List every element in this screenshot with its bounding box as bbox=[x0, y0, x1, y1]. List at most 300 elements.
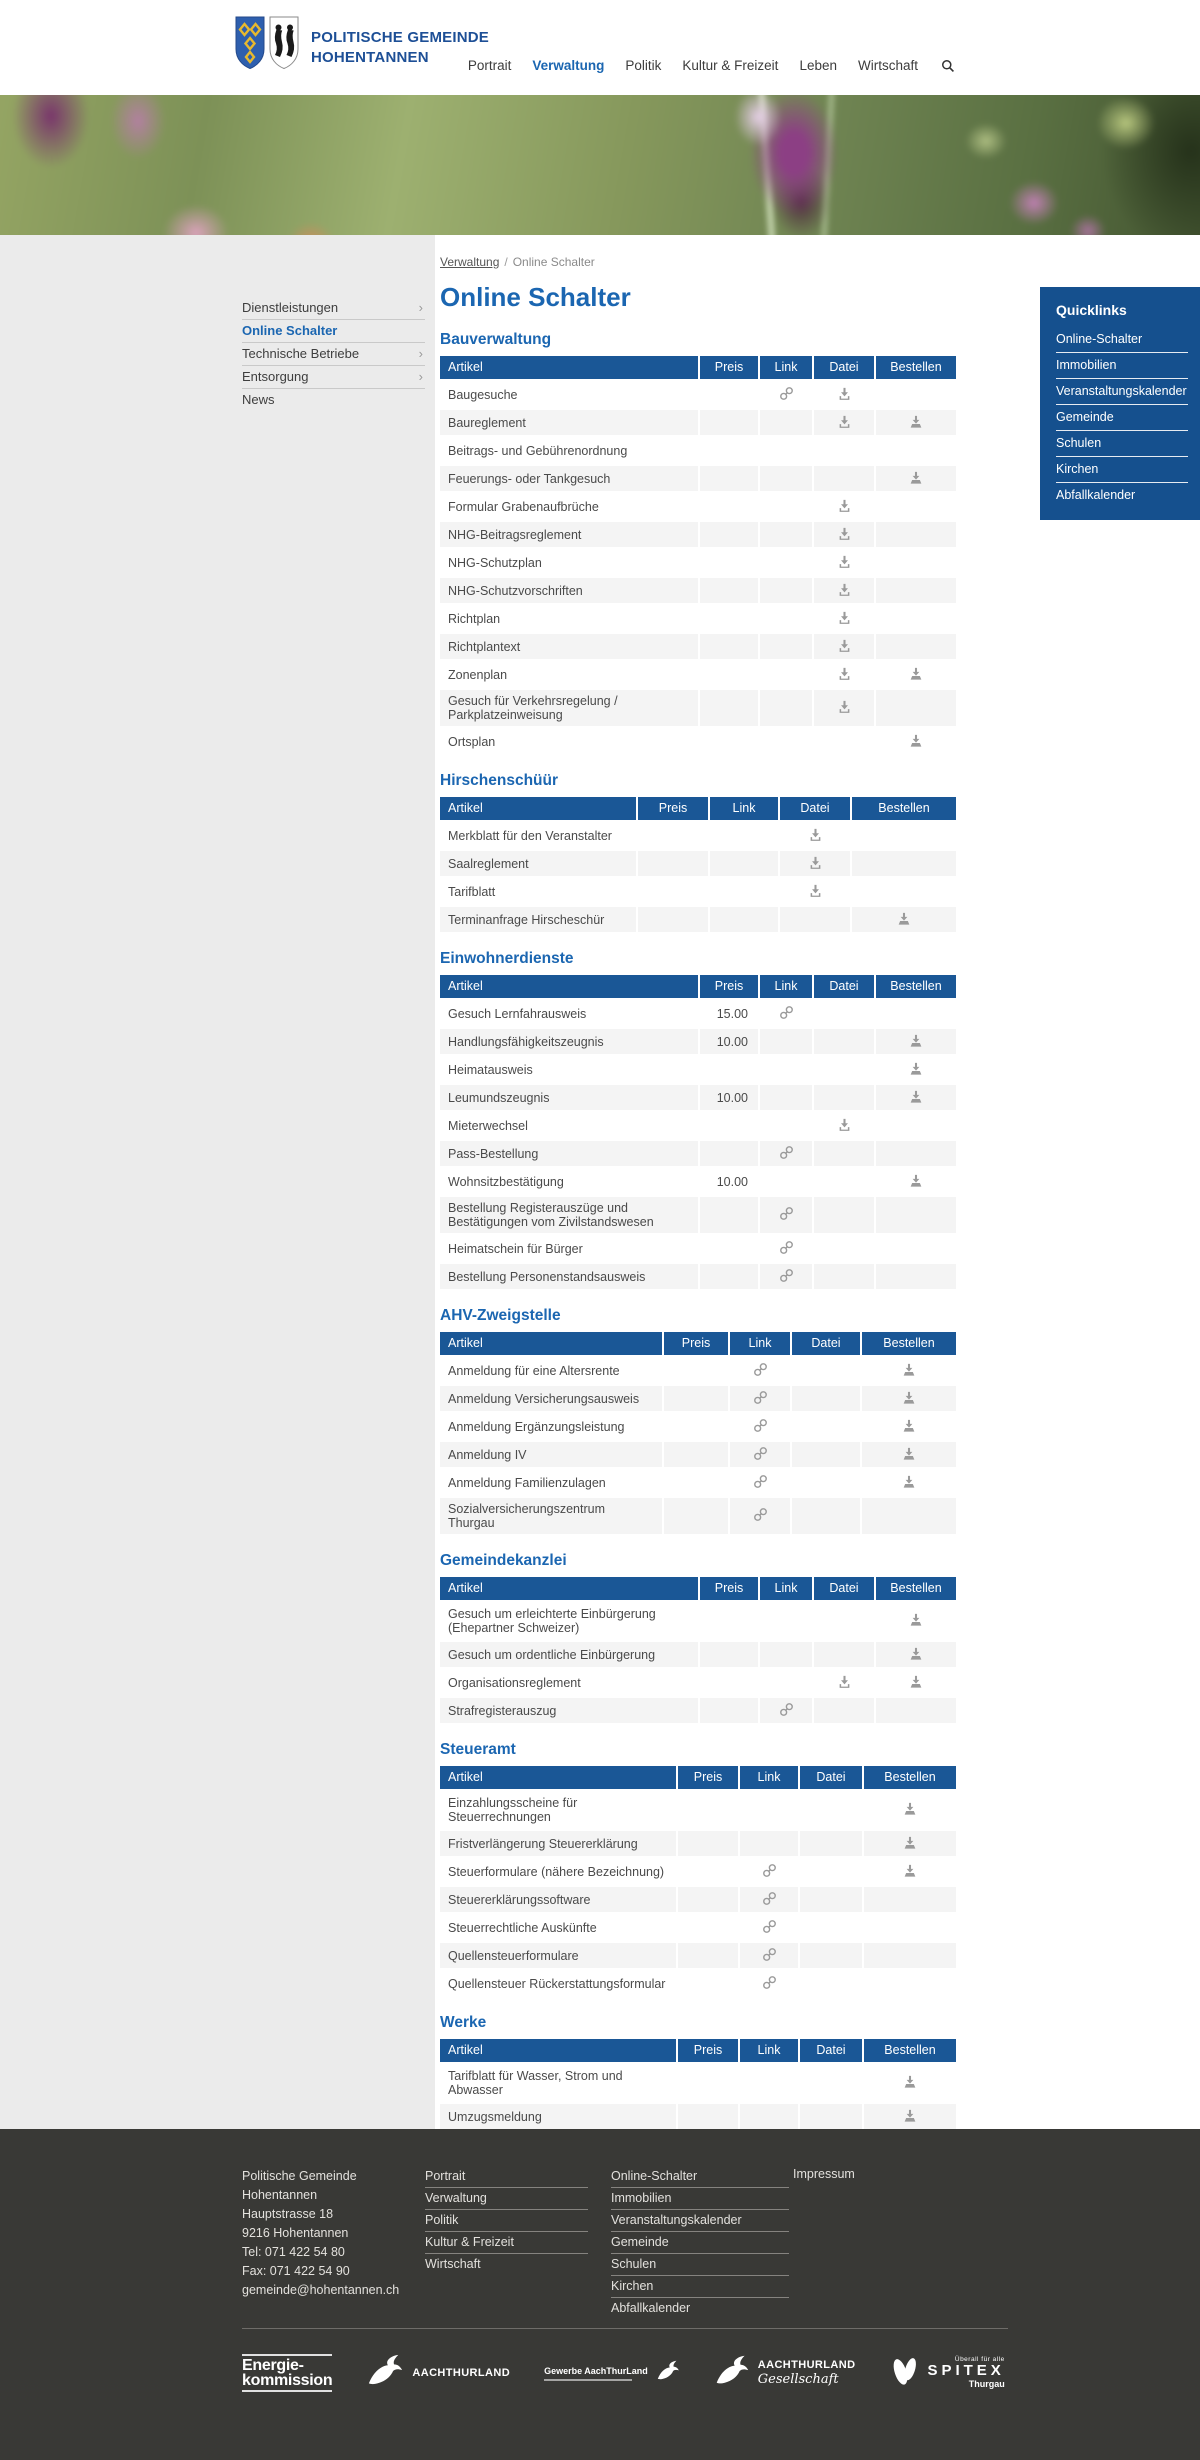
footer-impressum-link[interactable]: Impressum bbox=[793, 2167, 855, 2181]
link-cell bbox=[739, 1791, 799, 1830]
table-row bbox=[440, 850, 956, 878]
datei-cell bbox=[791, 1497, 861, 1535]
link-cell bbox=[729, 1413, 791, 1441]
preis-cell bbox=[677, 1830, 739, 1858]
link-cell bbox=[759, 1000, 813, 1028]
file-download-icon[interactable] bbox=[837, 498, 852, 513]
chain-link-icon[interactable] bbox=[753, 1474, 768, 1489]
artikel-cell: Richtplantext bbox=[440, 633, 699, 661]
datei-cell bbox=[779, 906, 851, 933]
preis-cell bbox=[699, 633, 759, 661]
breadcrumb-separator: / bbox=[504, 255, 508, 269]
footer-link-politik[interactable]: Politik bbox=[425, 2211, 588, 2232]
preis-cell bbox=[677, 2103, 739, 2130]
chain-link-icon[interactable] bbox=[753, 1418, 768, 1433]
link-cell bbox=[709, 906, 779, 933]
sidebar-item-news[interactable] bbox=[242, 389, 425, 411]
datei-cell bbox=[791, 1357, 861, 1385]
order-download-icon[interactable] bbox=[902, 2108, 918, 2123]
bestellen-cell bbox=[861, 1357, 956, 1385]
quicklink-kirchen[interactable]: Kirchen bbox=[1056, 457, 1188, 483]
link-cell bbox=[739, 1858, 799, 1886]
file-download-icon[interactable] bbox=[808, 827, 823, 842]
preis-cell: 15.00 bbox=[699, 1000, 759, 1028]
search-icon[interactable] bbox=[941, 59, 955, 73]
preis-cell bbox=[663, 1413, 729, 1441]
preis-cell bbox=[637, 850, 709, 878]
bestellen-cell bbox=[875, 605, 956, 633]
datei-cell bbox=[813, 493, 875, 521]
table-row bbox=[440, 822, 956, 850]
bestellen-cell bbox=[863, 1886, 956, 1914]
file-download-icon[interactable] bbox=[837, 554, 852, 569]
file-download-icon[interactable] bbox=[837, 666, 852, 681]
chain-link-icon[interactable] bbox=[753, 1362, 768, 1377]
footer-divider bbox=[242, 2328, 1008, 2329]
nav-item-wirtschaft[interactable]: Wirtschaft bbox=[857, 58, 918, 73]
chain-link-icon[interactable] bbox=[762, 1863, 777, 1878]
artikel-cell: Beitrags- und Gebührenordnung bbox=[440, 437, 699, 465]
sidebar-item-dienstleistungen[interactable] bbox=[242, 297, 425, 320]
footer-link-abfallkalender[interactable]: Abfallkalender bbox=[611, 2301, 691, 2315]
order-download-icon[interactable] bbox=[901, 1418, 917, 1433]
footer-address-line: gemeinde@hohentannen.ch bbox=[242, 2283, 400, 2297]
table-row bbox=[440, 1196, 956, 1235]
table-row bbox=[440, 1056, 956, 1084]
bestellen-cell bbox=[875, 1196, 956, 1235]
table-row bbox=[440, 689, 956, 728]
chain-link-icon[interactable] bbox=[779, 1240, 794, 1255]
bestellen-cell bbox=[875, 1697, 956, 1724]
column-header-link: Link bbox=[729, 1332, 791, 1357]
datei-cell bbox=[799, 1970, 863, 1997]
footer-link-online-schalter[interactable]: Online-Schalter bbox=[611, 2167, 789, 2188]
link-cell bbox=[759, 1084, 813, 1112]
file-download-icon[interactable] bbox=[837, 582, 852, 597]
file-download-icon[interactable] bbox=[837, 1117, 852, 1132]
table-row bbox=[440, 2064, 956, 2103]
chain-link-icon[interactable] bbox=[779, 1268, 794, 1283]
link-cell bbox=[759, 605, 813, 633]
order-download-icon[interactable] bbox=[908, 1674, 924, 1689]
bestellen-cell bbox=[875, 521, 956, 549]
table-row bbox=[440, 1441, 956, 1469]
artikel-cell: Organisationsreglement bbox=[440, 1669, 699, 1697]
footer-address-line: Hohentannen bbox=[242, 2188, 318, 2202]
preis-cell bbox=[699, 1235, 759, 1263]
chain-link-icon[interactable] bbox=[779, 1206, 794, 1221]
bestellen-cell bbox=[851, 822, 956, 850]
chain-link-icon[interactable] bbox=[779, 386, 794, 401]
artikel-cell: NHG-Schutzvorschriften bbox=[440, 577, 699, 605]
footer-partner-logos bbox=[242, 2345, 1200, 2401]
order-download-icon[interactable] bbox=[908, 1089, 924, 1104]
link-cell bbox=[739, 2103, 799, 2130]
column-header-link: Link bbox=[759, 1577, 813, 1602]
page-body bbox=[0, 235, 1200, 2129]
link-cell bbox=[759, 437, 813, 465]
quicklink-schulen[interactable]: Schulen bbox=[1056, 431, 1188, 457]
bestellen-cell bbox=[875, 661, 956, 689]
artikel-cell: Umzugsmeldung bbox=[440, 2103, 677, 2130]
table-row bbox=[440, 1641, 956, 1669]
order-download-icon[interactable] bbox=[908, 1061, 924, 1076]
artikel-cell: Tarifblatt bbox=[440, 878, 637, 906]
chain-link-icon[interactable] bbox=[762, 1975, 777, 1990]
preis-cell bbox=[699, 1669, 759, 1697]
datei-cell bbox=[813, 381, 875, 409]
chain-link-icon[interactable] bbox=[753, 1390, 768, 1405]
artikel-cell: Heimatschein für Bürger bbox=[440, 1235, 699, 1263]
column-header-datei: Datei bbox=[779, 797, 851, 822]
bestellen-cell bbox=[875, 1084, 956, 1112]
artikel-cell: Sozialversicherungszentrum Thurgau bbox=[440, 1497, 663, 1535]
footer-link-portrait[interactable]: Portrait bbox=[425, 2167, 588, 2188]
footer-link-gemeinde[interactable]: Gemeinde bbox=[611, 2233, 789, 2254]
table-row bbox=[440, 661, 956, 689]
column-header-link: Link bbox=[709, 797, 779, 822]
preis-cell bbox=[677, 1791, 739, 1830]
link-cell bbox=[759, 465, 813, 493]
file-download-icon[interactable] bbox=[837, 386, 852, 401]
order-download-icon[interactable] bbox=[908, 414, 924, 429]
preis-cell bbox=[699, 493, 759, 521]
preis-cell bbox=[699, 661, 759, 689]
artikel-cell: Bestellung Registerauszüge und Bestätigungen vom Zivilstandswesen bbox=[440, 1196, 699, 1235]
preis-cell bbox=[699, 605, 759, 633]
preis-cell bbox=[699, 1056, 759, 1084]
bestellen-cell bbox=[875, 493, 956, 521]
nav-item-kultur-freizeit[interactable]: Kultur & Freizeit bbox=[682, 58, 779, 73]
link-cell bbox=[759, 1028, 813, 1056]
bestellen-cell bbox=[863, 2064, 956, 2103]
chain-link-icon[interactable] bbox=[779, 1702, 794, 1717]
chain-link-icon[interactable] bbox=[762, 1891, 777, 1906]
column-header-bestellen: Bestellen bbox=[875, 975, 956, 1000]
bestellen-cell bbox=[861, 1413, 956, 1441]
link-cell bbox=[759, 521, 813, 549]
chain-link-icon[interactable] bbox=[779, 1005, 794, 1020]
column-header-preis: Preis bbox=[637, 797, 709, 822]
sidebar-menu bbox=[242, 297, 425, 411]
documents-table bbox=[440, 975, 956, 1289]
file-download-icon[interactable] bbox=[837, 414, 852, 429]
section-title: Gemeindekanzlei bbox=[440, 1552, 567, 1569]
artikel-cell: Anmeldung Versicherungsausweis bbox=[440, 1385, 663, 1413]
datei-cell bbox=[813, 689, 875, 728]
footer-address-line: Politische Gemeinde bbox=[242, 2169, 357, 2183]
bestellen-cell bbox=[851, 906, 956, 933]
order-download-icon[interactable] bbox=[908, 1612, 924, 1627]
gewerbe-subtitle-bar bbox=[544, 2379, 632, 2381]
datei-cell bbox=[813, 661, 875, 689]
section-title: Bauverwaltung bbox=[440, 331, 552, 348]
artikel-cell: Steuerrechtliche Auskünfte bbox=[440, 1914, 677, 1942]
footer-address-line: 9216 Hohentannen bbox=[242, 2226, 349, 2240]
bestellen-cell bbox=[863, 1970, 956, 1997]
order-download-icon[interactable] bbox=[902, 1835, 918, 1850]
preis-cell bbox=[699, 1602, 759, 1641]
bird-icon bbox=[366, 2354, 404, 2393]
artikel-cell: Formular Grabenaufbrüche bbox=[440, 493, 699, 521]
quicklink-veranstaltungskalender[interactable]: Veranstaltungskalender bbox=[1056, 379, 1188, 405]
preis-cell bbox=[677, 1886, 739, 1914]
datei-cell bbox=[813, 1669, 875, 1697]
bestellen-cell bbox=[863, 1858, 956, 1886]
link-cell bbox=[729, 1385, 791, 1413]
order-download-icon[interactable] bbox=[908, 1033, 924, 1048]
section-steueramt bbox=[440, 1741, 956, 1996]
artikel-cell: Tarifblatt für Wasser, Strom und Abwasser bbox=[440, 2064, 677, 2103]
column-header-artikel: Artikel bbox=[440, 356, 699, 381]
quicklink-gemeinde[interactable]: Gemeinde bbox=[1056, 405, 1188, 431]
preis-cell bbox=[699, 521, 759, 549]
preis-cell bbox=[699, 577, 759, 605]
bestellen-cell bbox=[875, 409, 956, 437]
column-header-artikel: Artikel bbox=[440, 2039, 677, 2064]
footer-link-wirtschaft[interactable]: Wirtschaft bbox=[425, 2257, 481, 2271]
datei-cell bbox=[799, 1791, 863, 1830]
section-bauverwaltung bbox=[440, 331, 956, 754]
datei-cell bbox=[813, 1641, 875, 1669]
footer-nav-main bbox=[425, 2167, 611, 2320]
datei-cell bbox=[791, 1385, 861, 1413]
link-cell bbox=[759, 577, 813, 605]
column-header-datei: Datei bbox=[799, 2039, 863, 2064]
chain-link-icon[interactable] bbox=[779, 1145, 794, 1160]
footer-columns bbox=[242, 2167, 1200, 2320]
nav-item-portrait[interactable]: Portrait bbox=[467, 58, 512, 73]
file-download-icon[interactable] bbox=[837, 526, 852, 541]
quicklinks-list bbox=[1040, 327, 1200, 508]
footer-link-kirchen[interactable]: Kirchen bbox=[611, 2277, 789, 2298]
datei-cell bbox=[813, 521, 875, 549]
artikel-cell: NHG-Beitragsreglement bbox=[440, 521, 699, 549]
link-cell bbox=[759, 1168, 813, 1196]
nav-item-politik[interactable]: Politik bbox=[625, 58, 662, 73]
sidebar-item-technische-betriebe[interactable] bbox=[242, 343, 425, 366]
file-download-icon[interactable] bbox=[837, 638, 852, 653]
site-header bbox=[0, 0, 1200, 95]
datei-cell bbox=[813, 1168, 875, 1196]
link-cell bbox=[759, 1056, 813, 1084]
column-header-artikel: Artikel bbox=[440, 1766, 677, 1791]
table-row bbox=[440, 1942, 956, 1970]
sidebar-item-label: Online Schalter bbox=[242, 323, 338, 338]
preis-cell bbox=[663, 1357, 729, 1385]
preis-cell bbox=[699, 381, 759, 409]
chain-link-icon[interactable] bbox=[762, 1919, 777, 1934]
order-download-icon[interactable] bbox=[908, 470, 924, 485]
artikel-cell: Einzahlungsscheine für Steuerrechnungen bbox=[440, 1791, 677, 1830]
table-row bbox=[440, 1791, 956, 1830]
nav-item-leben[interactable]: Leben bbox=[799, 58, 837, 73]
order-download-icon[interactable] bbox=[901, 1446, 917, 1461]
datei-cell bbox=[813, 437, 875, 465]
gewerbe-aachthurland-logo[interactable]: Gewerbe AachThurLand bbox=[544, 2360, 680, 2387]
documents-table bbox=[440, 356, 956, 754]
column-header-bestellen: Bestellen bbox=[863, 2039, 956, 2064]
bestellen-cell bbox=[875, 1112, 956, 1140]
datei-cell bbox=[813, 1000, 875, 1028]
spitex-thurgau-logo[interactable]: Überall für alle SPITEX Thurgau bbox=[889, 2351, 1004, 2396]
bestellen-cell bbox=[861, 1441, 956, 1469]
aachthurland-logo[interactable]: AACHTHURLAND bbox=[366, 2354, 510, 2393]
datei-cell bbox=[813, 605, 875, 633]
table-row bbox=[440, 1886, 956, 1914]
table-row bbox=[440, 633, 956, 661]
footer-link-immobilien[interactable]: Immobilien bbox=[611, 2189, 789, 2210]
link-cell bbox=[759, 728, 813, 755]
link-cell bbox=[759, 1263, 813, 1290]
footer-link-kultur-freizeit[interactable]: Kultur & Freizeit bbox=[425, 2233, 588, 2254]
energiekommission-logo[interactable]: Energie- kommission bbox=[242, 2354, 332, 2392]
order-download-icon[interactable] bbox=[908, 1173, 924, 1188]
order-download-icon[interactable] bbox=[902, 1863, 918, 1878]
table-row bbox=[440, 493, 956, 521]
datei-cell bbox=[791, 1469, 861, 1497]
bestellen-cell bbox=[851, 878, 956, 906]
quicklink-online-schalter[interactable]: Online-Schalter bbox=[1056, 327, 1188, 353]
link-cell bbox=[759, 1140, 813, 1168]
file-download-icon[interactable] bbox=[808, 883, 823, 898]
footer-address-line: Fax: 071 422 54 90 bbox=[242, 2264, 350, 2278]
order-download-icon[interactable] bbox=[901, 1390, 917, 1405]
artikel-cell: Anmeldung Ergänzungsleistung bbox=[440, 1413, 663, 1441]
artikel-cell: Ortsplan bbox=[440, 728, 699, 755]
breadcrumb-link-verwaltung[interactable]: Verwaltung bbox=[440, 255, 500, 269]
artikel-cell: Anmeldung IV bbox=[440, 1441, 663, 1469]
preis-cell bbox=[699, 409, 759, 437]
footer-link-schulen[interactable]: Schulen bbox=[611, 2255, 789, 2276]
file-download-icon[interactable] bbox=[837, 1674, 852, 1689]
preis-cell bbox=[699, 1196, 759, 1235]
breadcrumb-current: Online Schalter bbox=[512, 255, 595, 269]
table-row bbox=[440, 1263, 956, 1290]
datei-cell bbox=[813, 728, 875, 755]
column-header-datei: Datei bbox=[813, 356, 875, 381]
datei-cell bbox=[799, 2103, 863, 2130]
preis-cell bbox=[663, 1385, 729, 1413]
aachthurland-gesellschaft-logo[interactable]: AACHTHURLAND Gesellschaft bbox=[714, 2355, 856, 2392]
sidebar-item-entsorgung[interactable] bbox=[242, 366, 425, 389]
table-row bbox=[440, 1413, 956, 1441]
column-header-artikel: Artikel bbox=[440, 1577, 699, 1602]
artikel-cell: Wohnsitzbestätigung bbox=[440, 1168, 699, 1196]
artikel-cell: Baureglement bbox=[440, 409, 699, 437]
link-cell bbox=[709, 878, 779, 906]
bestellen-cell bbox=[875, 1669, 956, 1697]
link-cell bbox=[739, 1970, 799, 1997]
link-cell bbox=[729, 1357, 791, 1385]
artikel-cell: Bestellung Personenstandsausweis bbox=[440, 1263, 699, 1290]
order-download-icon[interactable] bbox=[908, 1646, 924, 1661]
preis-cell: 10.00 bbox=[699, 1084, 759, 1112]
left-panel-background bbox=[0, 235, 435, 2129]
footer-address-line: Hauptstrasse 18 bbox=[242, 2207, 334, 2221]
preis-cell bbox=[677, 1914, 739, 1942]
link-cell bbox=[709, 850, 779, 878]
sidebar-item-online-schalter[interactable] bbox=[242, 320, 425, 343]
artikel-cell: Fristverlängerung Steuererklärung bbox=[440, 1830, 677, 1858]
quicklink-immobilien[interactable]: Immobilien bbox=[1056, 353, 1188, 379]
artikel-cell: Anmeldung für eine Altersrente bbox=[440, 1357, 663, 1385]
column-header-link: Link bbox=[759, 356, 813, 381]
section-ahv-zweigstelle bbox=[440, 1307, 956, 1534]
table-row bbox=[440, 1497, 956, 1535]
order-download-icon[interactable] bbox=[902, 2074, 918, 2089]
section-title: Hirschenschüür bbox=[440, 772, 559, 789]
datei-cell bbox=[779, 850, 851, 878]
datei-cell bbox=[799, 2064, 863, 2103]
datei-cell bbox=[791, 1413, 861, 1441]
order-download-icon[interactable] bbox=[901, 1474, 917, 1489]
table-row bbox=[440, 577, 956, 605]
bestellen-cell bbox=[851, 850, 956, 878]
preis-cell bbox=[677, 1858, 739, 1886]
spitex-leaves-icon bbox=[889, 2351, 919, 2396]
sidebar-item-label: Dienstleistungen bbox=[242, 300, 339, 315]
file-download-icon[interactable] bbox=[808, 855, 823, 870]
footer-link-veranstaltungskalender[interactable]: Veranstaltungskalender bbox=[611, 2211, 789, 2232]
artikel-cell: Gesuch um ordentliche Einbürgerung bbox=[440, 1641, 699, 1669]
link-cell bbox=[729, 1497, 791, 1535]
file-download-icon[interactable] bbox=[837, 610, 852, 625]
site-logo[interactable] bbox=[235, 16, 489, 79]
artikel-cell: Strafregisterauszug bbox=[440, 1697, 699, 1724]
site-footer bbox=[0, 2129, 1200, 2460]
nav-item-verwaltung[interactable]: Verwaltung bbox=[532, 58, 605, 73]
table-row bbox=[440, 1112, 956, 1140]
footer-link-verwaltung[interactable]: Verwaltung bbox=[425, 2189, 588, 2210]
file-download-icon[interactable] bbox=[837, 699, 852, 714]
bird-icon bbox=[656, 2360, 680, 2387]
preis-cell bbox=[677, 1970, 739, 1997]
preis-cell bbox=[699, 728, 759, 755]
chain-link-icon[interactable] bbox=[762, 1947, 777, 1962]
bestellen-cell bbox=[875, 728, 956, 755]
table-row bbox=[440, 1970, 956, 1997]
link-cell bbox=[739, 1886, 799, 1914]
order-download-icon[interactable] bbox=[908, 666, 924, 681]
bestellen-cell bbox=[863, 1942, 956, 1970]
link-cell bbox=[739, 1914, 799, 1942]
documents-table bbox=[440, 797, 956, 932]
preis-cell bbox=[677, 1942, 739, 1970]
footer-address-line: Tel: 071 422 54 80 bbox=[242, 2245, 345, 2259]
chain-link-icon[interactable] bbox=[753, 1507, 768, 1522]
artikel-cell: NHG-Schutzplan bbox=[440, 549, 699, 577]
bestellen-cell bbox=[875, 577, 956, 605]
order-download-icon[interactable] bbox=[902, 1801, 918, 1816]
main-nav bbox=[468, 58, 955, 73]
link-cell bbox=[739, 1942, 799, 1970]
order-download-icon[interactable] bbox=[908, 733, 924, 748]
order-download-icon[interactable] bbox=[901, 1362, 917, 1377]
artikel-cell: Anmeldung Familienzulagen bbox=[440, 1469, 663, 1497]
order-download-icon[interactable] bbox=[896, 911, 912, 926]
table-row bbox=[440, 437, 956, 465]
document-sections bbox=[440, 331, 956, 2129]
bestellen-cell bbox=[875, 1000, 956, 1028]
column-header-bestellen: Bestellen bbox=[861, 1332, 956, 1357]
link-cell bbox=[759, 1112, 813, 1140]
artikel-cell: Terminanfrage Hirscheschür bbox=[440, 906, 637, 933]
chain-link-icon[interactable] bbox=[753, 1446, 768, 1461]
chevron-right-icon: › bbox=[418, 346, 423, 361]
link-cell bbox=[759, 1697, 813, 1724]
quicklink-abfallkalender[interactable]: Abfallkalender bbox=[1056, 488, 1136, 502]
